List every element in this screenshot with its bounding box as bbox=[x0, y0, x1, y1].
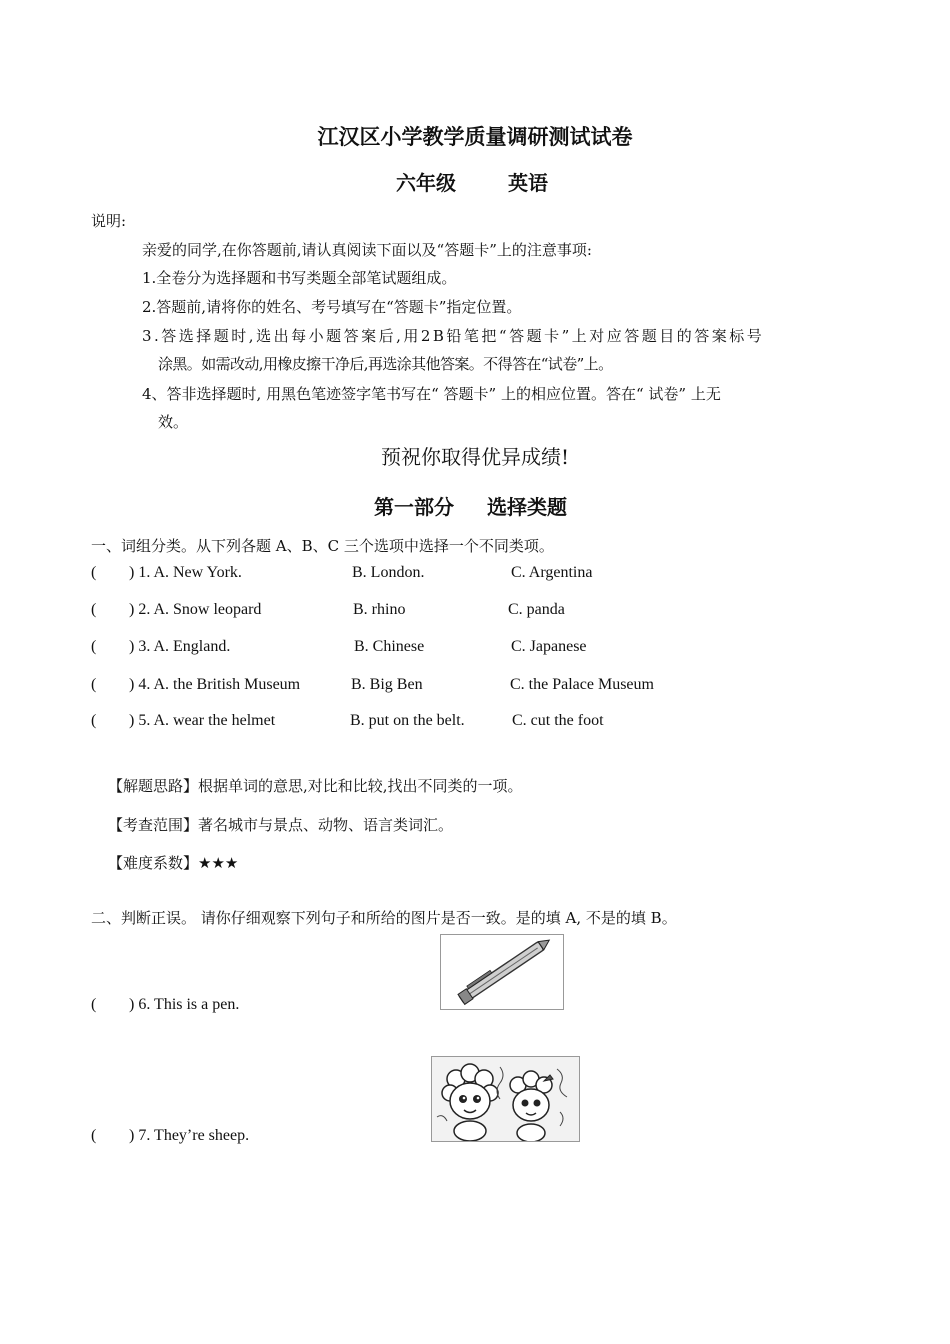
test-scope: 【考查范围】著名城市与景点、动物、语言类词汇。 bbox=[108, 816, 454, 834]
sheep-picture bbox=[431, 1056, 580, 1142]
section1-heading: 一、词组分类。从下列各题 A、B、C 三个选项中选择一个不同类项。 bbox=[91, 537, 554, 555]
answer-paren-7[interactable]: ( bbox=[91, 1127, 97, 1144]
instruction-item-2: 2.答题前,请将你的姓名、考号填写在“答题卡”指定位置。 bbox=[142, 298, 522, 316]
instruction-item-3: 3.答选择题时,选出每小题答案后,用2B铅笔把“答题卡”上对应答题目的答案标号 bbox=[142, 327, 765, 345]
answer-paren-6[interactable]: ( bbox=[91, 996, 97, 1013]
instructions-intro: 亲爱的同学,在你答题前,请认真阅读下面以及“答题卡”上的注意事项: bbox=[142, 241, 592, 259]
pen-picture bbox=[440, 934, 564, 1010]
question-3-option-b: B. Chinese bbox=[354, 638, 425, 655]
question-5-option-a: ) 5. A. wear the helmet bbox=[129, 712, 276, 729]
solution-hint: 【解题思路】根据单词的意思,对比和比较,找出不同类的一项。 bbox=[108, 777, 523, 795]
instructions-label: 说明: bbox=[91, 212, 127, 230]
difficulty-rating bbox=[108, 852, 238, 873]
part1-subtitle: 选择类题 bbox=[487, 495, 567, 519]
question-1-option-c: C. Argentina bbox=[511, 564, 593, 581]
instruction-item-1: 1.全卷分为选择题和书写类题全部笔试题组成。 bbox=[142, 269, 457, 287]
instruction-item-4-cont: 效。 bbox=[158, 413, 189, 431]
question-4-option-a: ) 4. A. the British Museum bbox=[129, 676, 301, 693]
question-7-text: ) 7. They’re sheep. bbox=[129, 1127, 250, 1144]
question-2-option-c: C. panda bbox=[508, 601, 565, 618]
pen-icon bbox=[441, 935, 563, 1009]
page-title: 江汉区小学教学质量调研测试试卷 bbox=[317, 125, 633, 149]
instruction-item-3-cont: 涂黑。如需改动,用橡皮擦干净后,再选涂其他答案。不得答在“试卷”上。 bbox=[158, 355, 613, 373]
answer-paren-1[interactable]: ( bbox=[91, 564, 97, 581]
question-1-option-b: B. London. bbox=[352, 564, 425, 581]
question-4-option-b: B. Big Ben bbox=[351, 676, 423, 693]
instruction-item-4: 4、答非选择题时, 用黑色笔迹签字笔书写在“ 答题卡” 上的相应位置。答在“ 试卷” 上无 bbox=[142, 385, 721, 403]
question-2-option-b: B. rhino bbox=[353, 601, 406, 618]
subject-label: 英语 bbox=[508, 171, 548, 195]
difficulty-stars: ★★★ bbox=[198, 854, 239, 872]
question-2-option-a: ) 2. A. Snow leopard bbox=[129, 601, 262, 618]
question-5-option-b: B. put on the belt. bbox=[350, 712, 465, 729]
question-6-text: ) 6. This is a pen. bbox=[129, 996, 240, 1013]
answer-paren-3[interactable]: ( bbox=[91, 638, 97, 655]
difficulty-label: 【难度系数】 bbox=[108, 854, 199, 872]
question-5-option-c: C. cut the foot bbox=[512, 712, 604, 729]
good-luck-message: 预祝你取得优异成绩! bbox=[380, 445, 570, 469]
sheep-cartoon-icon bbox=[432, 1057, 579, 1141]
answer-paren-4[interactable]: ( bbox=[91, 676, 97, 693]
question-3-option-c: C. Japanese bbox=[511, 638, 587, 655]
answer-paren-2[interactable]: ( bbox=[91, 601, 97, 618]
answer-paren-5[interactable]: ( bbox=[91, 712, 97, 729]
section2-heading: 二、判断正误。 请你仔细观察下列句子和所给的图片是否一致。是的填 A, 不是的填 B。 bbox=[91, 909, 677, 927]
question-4-option-c: C. the Palace Museum bbox=[510, 676, 654, 693]
question-1-option-a: ) 1. A. New York. bbox=[129, 564, 242, 581]
grade-label: 六年级 bbox=[396, 171, 456, 195]
question-3-option-a: ) 3. A. England. bbox=[129, 638, 231, 655]
part1-title: 第一部分 bbox=[374, 495, 454, 519]
